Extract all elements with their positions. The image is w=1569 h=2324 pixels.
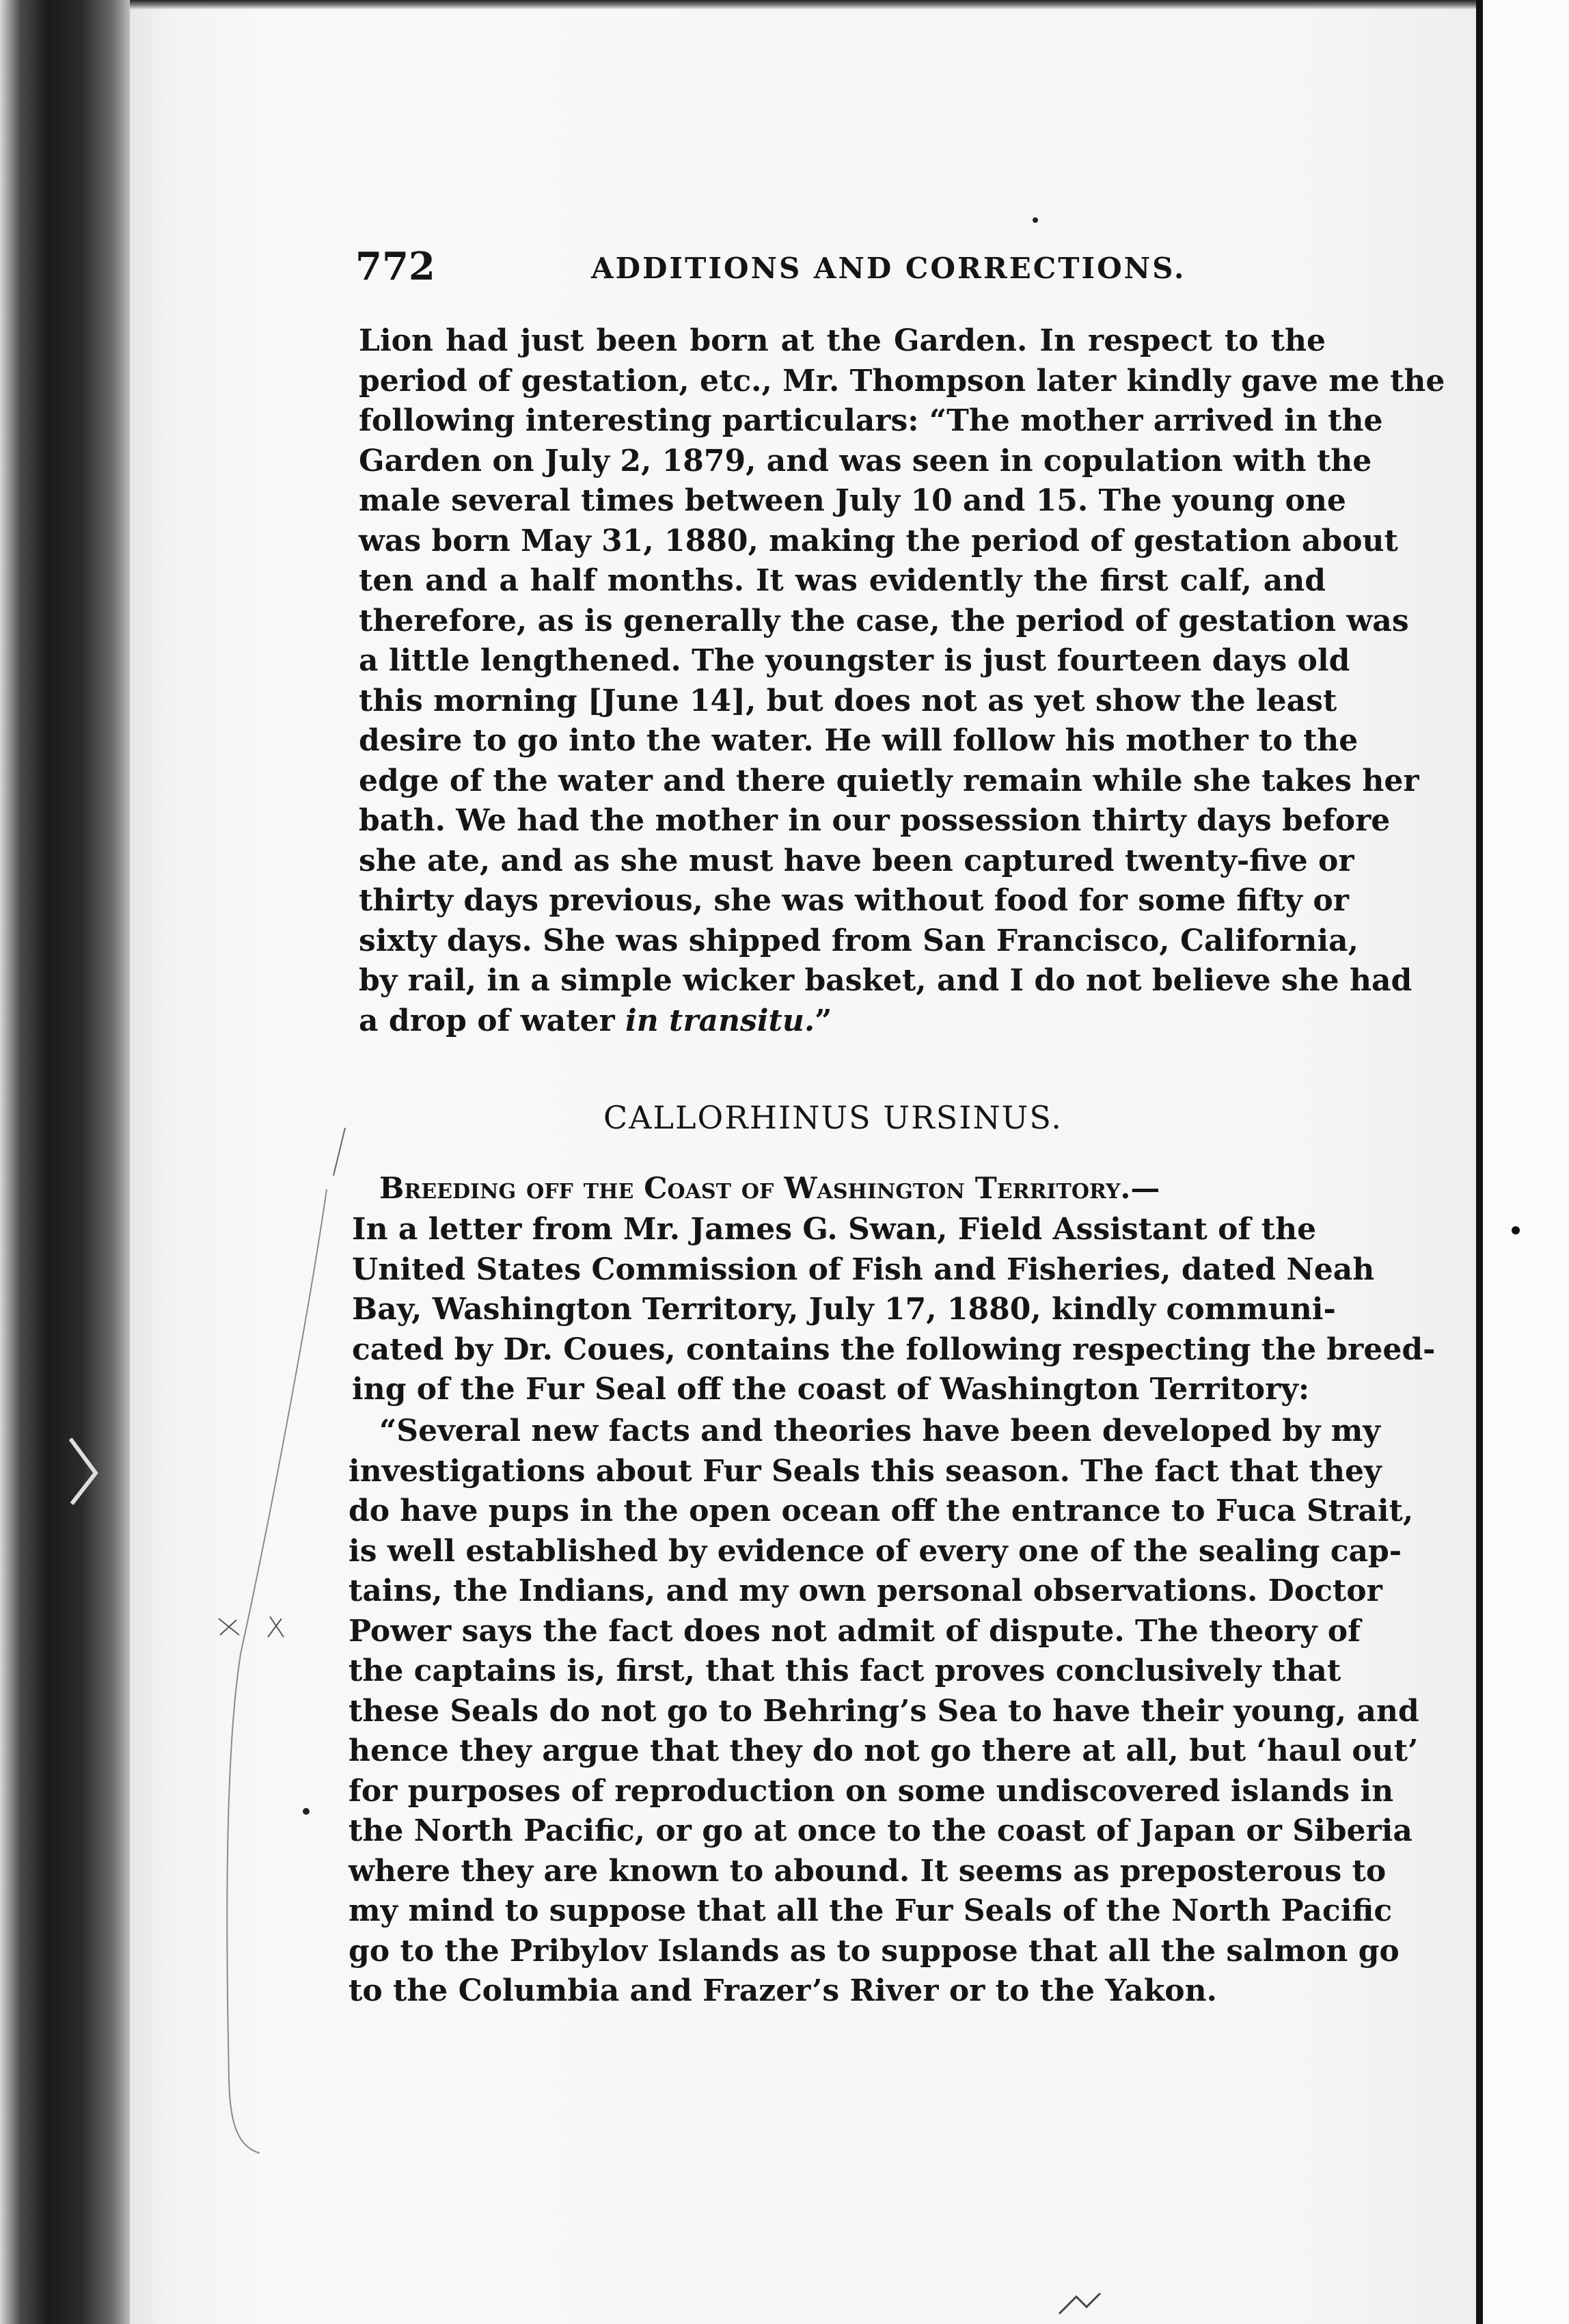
page-header <box>355 243 1353 290</box>
margin-cross-mark <box>219 1619 239 1635</box>
text-line: following interesting particulars: “The mother arrived in the <box>359 403 1383 438</box>
text-line: the captains is, first, that this fact proves conclusively that <box>349 1653 1341 1688</box>
text-line: edge of the water and there quietly remain while she takes her <box>359 763 1419 798</box>
margin-pencil-bracket <box>227 1189 327 2153</box>
ink-speck <box>303 1808 310 1815</box>
text-line: these Seals do not go to Behring’s Sea to have their young, and <box>349 1693 1419 1729</box>
section-subheading: Breeding off the Coast of Washington Territory.— <box>379 1172 1160 1206</box>
text-line: hence they argue that they do not go there at all, but ‘haul out’ <box>349 1733 1419 1768</box>
text-line: the North Pacific, or go at once to the coast of Japan or Siberia <box>349 1813 1413 1848</box>
text-line: go to the Pribylov Islands as to suppose that all the salmon go <box>349 1933 1400 1969</box>
text-line: she ate, and as she must have been captured twenty-five or <box>359 843 1354 878</box>
text-line: “Several new facts and theories have been developed by my <box>379 1414 1380 1448</box>
ink-speck-right <box>1512 1226 1520 1234</box>
text-line: Power says the fact does not admit of dispute. The theory of <box>349 1613 1361 1649</box>
section-title: CALLORHINUS URSINUS. <box>603 1099 1063 1136</box>
text-line: tains, the Indians, and my own personal observations. Doctor <box>349 1573 1382 1608</box>
text-line: where they are known to abound. It seems as preposterous to <box>349 1853 1387 1889</box>
text-line: United States Commission of Fish and Fisheries, dated Neah <box>352 1252 1375 1287</box>
text-line: is well established by evidence of every one of the sealing cap- <box>349 1533 1402 1569</box>
text-run: ” <box>815 1003 832 1038</box>
text-run: a drop of water <box>359 1003 626 1038</box>
text-line: Garden on July 2, 1879, and was seen in copulation with the <box>359 443 1372 478</box>
text-line: Bay, Washington Territory, July 17, 1880, kindly communi- <box>352 1292 1336 1327</box>
text-line: therefore, as is generally the case, the period of gestation was <box>359 603 1409 638</box>
text-line: male several times between July 10 and 15. The young one <box>359 483 1346 518</box>
page-number: 772 <box>355 244 435 289</box>
text-line: do have pups in the open ocean off the entrance to Fuca Strait, <box>349 1494 1414 1528</box>
paragraph-fur-seal-quote <box>349 1411 1419 2012</box>
margin-cross-mark-2 <box>268 1617 284 1637</box>
bottom-smudge <box>1059 2293 1100 2314</box>
binding-tab-mark <box>70 1439 96 1504</box>
text-line-last: to the Columbia and Frazer’s River or to the Yakon. <box>349 1973 1217 2008</box>
text-line: thirty days previous, she was without food for some fifty or <box>359 883 1349 918</box>
text-line: Lion had just been born at the Garden. In respect to the <box>359 323 1326 358</box>
text-line: by rail, in a simple wicker basket, and I do not believe she had <box>359 963 1413 998</box>
text-line: bath. We had the mother in our possession thirty days before <box>359 803 1391 838</box>
margin-pencil-line-top <box>333 1128 345 1176</box>
text-line: period of gestation, etc., Mr. Thompson later kindly gave me the <box>359 363 1445 398</box>
text-line: investigations about Fur Seals this season. The fact that they <box>349 1453 1382 1489</box>
text-line: In a letter from Mr. James G. Swan, Field Assistant of the <box>352 1212 1317 1247</box>
text-line: desire to go into the water. He will follow his mother to the <box>359 723 1359 758</box>
text-line-last <box>359 1001 1326 1042</box>
text-line: cated by Dr. Coues, contains the following respecting the breed- <box>352 1332 1436 1367</box>
running-head: ADDITIONS AND CORRECTIONS. <box>591 252 1186 285</box>
text-line: was born May 31, 1880, making the period of gestation about <box>359 523 1398 558</box>
text-line: for purposes of reproduction on some undiscovered islands in <box>349 1773 1394 1809</box>
text-line-last: ing of the Fur Seal off the coast of Washington Territory: <box>352 1372 1310 1407</box>
text-line: ten and a half months. It was evidently the first calf, and <box>359 563 1326 598</box>
ink-speck-top <box>1033 217 1038 223</box>
text-line: my mind to suppose that all the Fur Seals of the North Pacific <box>349 1893 1393 1928</box>
text-line: sixty days. She was shipped from San Francisco, California, <box>359 923 1359 958</box>
text-line: a little lengthened. The youngster is just fourteen days old <box>359 643 1350 678</box>
paragraph-sea-lion-gestation <box>359 321 1445 1041</box>
paragraph-swan-letter <box>352 1210 1436 1410</box>
italic-phrase: in transitu. <box>625 1003 815 1038</box>
text-line: this morning [June 14], but does not as yet show the least <box>359 683 1337 718</box>
